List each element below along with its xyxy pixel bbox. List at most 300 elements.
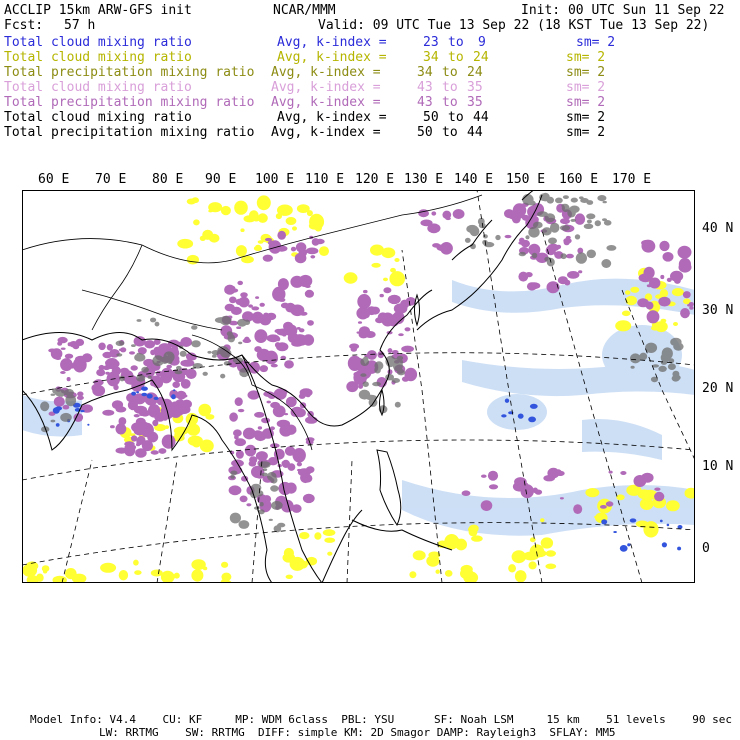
cloud-gray-blob [227,331,233,336]
fcst-value: 57 h [64,18,96,33]
cloud-yellow-blob [389,271,405,286]
cloud-gray-blob [64,389,74,396]
precip-blob [358,321,362,324]
cloud-gray-blob [547,197,554,204]
cloud-blue-blob [662,542,667,547]
lon-label: 160 E [559,172,599,187]
cloud-yellow-blob [381,248,395,259]
cloud-gray-blob [658,366,666,372]
cloud-gray-blob [59,392,64,397]
precip-blob [291,247,296,252]
precip-blob [405,368,418,381]
precip-blob [102,410,114,416]
cloud-yellow-blob [532,550,546,558]
cloud-gray-blob [269,519,273,521]
precip-blob [519,238,525,243]
precip-blob [560,497,564,499]
cloud-gray-blob [372,382,381,386]
precip-blob [249,456,257,463]
cloud-gray-blob [254,490,263,497]
precip-blob [235,397,243,406]
cloud-gray-blob [525,235,529,239]
precip-blob [236,326,241,329]
precip-blob [258,426,262,429]
precip-blob [295,253,307,263]
cloud-yellow-blob [666,500,680,511]
cloud-gray-blob [360,358,369,366]
cloud-blue-blob [613,531,617,533]
cloud-gray-blob [674,375,681,380]
cloud-gray-blob [51,420,56,423]
precip-blob [251,306,259,310]
field-k-to: 9 [478,35,486,50]
lat-label: 10 N [702,459,734,474]
cloud-yellow-blob [240,228,244,232]
field-k-to: 24 [467,65,483,80]
cloud-gray-blob [586,200,593,205]
lon-label: 140 E [454,172,494,187]
precip-blob [67,377,71,381]
precip-blob [513,482,526,492]
precip-blob [263,313,269,317]
field-name: Total precipitation mixing ratio [4,65,255,80]
precip-blob [307,320,314,326]
precip-blob [279,288,285,291]
precip-blob [254,346,262,352]
cloud-yellow-blob [324,538,335,543]
cloud-blue-blob [87,424,89,426]
field-name: Total cloud mixing ratio [4,35,192,50]
field-k-from: 34 [417,65,433,80]
precip-blob [180,360,194,367]
precip-blob [273,405,286,417]
map-panel [22,190,695,583]
cloud-yellow-blob [449,538,460,544]
precip-blob [297,462,302,466]
precip-blob [567,271,579,279]
cloud-yellow-blob [530,537,536,542]
field-name: Total precipitation mixing ratio [4,95,255,110]
cloud-gray-blob [51,394,56,396]
cloud-yellow-blob [383,278,388,282]
cloud-gray-blob [589,250,595,255]
precip-blob [260,365,268,372]
lon-label: 120 E [355,172,395,187]
precip-blob [276,337,280,342]
cloud-blue-blob [171,394,176,399]
precip-blob [654,488,660,491]
field-k-to-word: to [442,80,458,95]
cloud-gray-blob [374,361,383,370]
cloud-gray-blob [212,355,217,358]
cloud-yellow-blob [36,574,44,582]
cloud-gray-blob [561,253,567,259]
precip-blob [144,340,155,348]
precip-blob [462,490,471,496]
precip-blob [394,303,408,313]
precip-blob [285,325,297,337]
precip-blob [229,297,237,304]
precip-blob [431,211,436,215]
cloud-gray-blob [239,520,250,529]
precip-blob [388,316,399,326]
precip-blob [600,505,607,509]
cloud-gray-blob [65,394,76,406]
cloud-yellow-blob [283,553,296,563]
precip-blob [253,430,263,438]
precip-blob [547,244,559,252]
precip-blob [644,267,655,279]
precip-blob [177,405,191,414]
cloud-blue-blob [505,399,509,403]
precip-blob [60,371,66,374]
field-sm: sm= 2 [566,95,606,110]
cloud-yellow-blob [187,199,196,205]
precip-blob [291,407,304,417]
precip-blob [162,435,176,449]
precip-blob [297,469,301,471]
cloud-yellow-blob [299,532,309,539]
cloud-gray-blob [148,376,152,379]
precip-blob [246,503,251,506]
precip-blob [182,394,188,397]
precip-blob [152,420,158,426]
cloud-gray-blob [587,220,592,224]
cloud-gray-blob [606,245,616,251]
precip-blob [54,397,65,407]
lat-label: 0 [702,541,710,556]
cloud-yellow-blob [471,535,483,541]
precip-blob [238,297,249,308]
field-sm: sm= 2 [566,125,606,140]
precip-blob [670,271,683,282]
cloud-gray-blob [176,366,182,370]
precip-blob [299,451,305,456]
lon-label: 170 E [612,172,652,187]
cloud-blue-blob [136,391,139,393]
cloud-gray-blob [603,201,607,203]
cloud-gray-blob [562,204,570,212]
precip-blob [634,475,647,487]
precip-blob [82,353,92,362]
field-k-to: 35 [467,80,483,95]
field-k-from: 34 [423,50,439,65]
field-k-to: 44 [467,125,483,140]
precip-blob [445,217,451,220]
cloud-yellow-blob [221,206,231,215]
init-time: Init: 00 UTC Sun 11 Sep 22 [521,3,725,18]
cloud-gray-blob [576,252,587,263]
field-k-to-word: to [448,50,464,65]
cloud-gray-blob [237,319,247,327]
field-k-to-word: to [448,110,464,125]
cloud-yellow-blob [391,268,396,270]
cloud-yellow-blob [298,561,308,569]
cloud-gray-blob [60,413,72,422]
field-k-from: 43 [417,95,433,110]
cloud-yellow-blob [315,224,322,232]
cloud-gray-blob [167,358,173,364]
precip-blob [77,392,83,397]
lat-label: 20 N [702,381,734,396]
cloud-blue-blob [630,518,637,522]
cloud-yellow-blob [191,559,205,570]
precip-blob [606,501,614,506]
precip-blob [518,272,528,282]
cloud-yellow-blob [185,243,193,247]
precip-blob [60,358,73,371]
cloud-gray-blob [180,351,187,357]
cloud-gray-blob [238,342,242,345]
precip-blob [292,504,302,513]
cloud-yellow-blob [640,498,654,510]
precip-blob [186,369,197,379]
precip-blob [229,412,238,421]
precip-blob [310,255,315,258]
lat-label: 30 N [702,303,734,318]
cloud-gray-blob [131,344,136,347]
cloud-gray-blob [571,198,578,203]
cloud-yellow-blob [323,529,336,536]
lon-label: 130 E [404,172,444,187]
precip-blob [401,346,414,353]
cloud-yellow-blob [208,210,212,213]
cloud-yellow-blob [258,213,268,223]
cloud-yellow-blob [22,564,37,577]
cloud-gray-blob [220,374,225,379]
cloud-blue-blob [518,414,524,419]
cloud-gray-blob [224,361,231,366]
precip-blob [240,496,248,503]
precip-blob [265,238,272,241]
cloud-blue-blob [147,394,153,399]
cloud-yellow-blob [344,272,358,283]
cloud-gray-blob [392,358,404,366]
precip-blob [103,366,111,371]
cloud-yellow-blob [133,560,139,566]
cloud-yellow-blob [469,525,479,532]
cloud-yellow-blob [193,219,200,225]
precip-blob [658,297,670,307]
precip-blob [245,445,256,457]
cloud-gray-blob [483,234,488,238]
field-avg-label: Avg, k-index = [277,110,387,125]
cloud-gray-blob [519,252,526,256]
field-name: Total cloud mixing ratio [4,50,192,65]
cloud-yellow-blob [625,290,630,295]
precip-blob [255,296,259,299]
precip-blob [221,329,225,332]
lon-label: 90 E [205,172,237,187]
precip-blob [131,435,137,441]
cloud-blue-blob [154,397,159,400]
precip-blob [609,471,613,474]
cloud-gray-blob [141,367,149,373]
precip-blob [238,409,244,412]
lon-label: 110 E [305,172,345,187]
precip-blob [131,365,138,370]
precip-blob [240,292,248,297]
cloud-gray-blob [137,319,142,322]
cloud-yellow-blob [541,537,553,548]
cloud-yellow-blob [42,565,50,572]
cloud-blue-blob [528,417,536,423]
cloud-yellow-blob [236,245,247,257]
precip-blob [558,276,568,284]
precip-blob [158,448,166,454]
precip-blob [380,294,384,297]
cloud-yellow-blob [515,570,527,582]
precip-blob [281,303,289,309]
cloud-yellow-blob [200,440,214,453]
cloud-gray-blob [495,235,500,240]
lon-label: 100 E [255,172,295,187]
cloud-yellow-blob [622,311,631,317]
cloud-yellow-blob [257,195,271,210]
cloud-gray-blob [360,373,366,377]
precip-blob [687,304,692,307]
precip-blob [119,349,124,352]
precip-blob [573,504,582,514]
precip-blob [420,220,432,227]
precip-blob [160,371,172,383]
cloud-gray-blob [661,361,667,365]
precip-blob [147,432,158,443]
precip-blob [234,438,246,446]
plot-title: ACCLIP 15km ARW-GFS init [4,3,192,18]
field-sm: sm= 2 [566,65,606,80]
precip-blob [349,343,359,349]
precip-blob [252,312,264,324]
model-physics: LW: RRTMG SW: RRTMG DIFF: simple KM: 2D Smagor DAMP: Rayleigh3 SFLAY: MM5 [99,726,616,739]
cloud-gray-blob [270,485,278,491]
precip-blob [680,308,690,318]
precip-blob [505,235,512,238]
precip-blob [263,255,273,262]
precip-blob [378,351,385,358]
cloud-yellow-blob [254,246,262,251]
cloud-yellow-blob [174,573,180,579]
precip-blob [620,471,626,475]
field-k-to: 35 [467,95,483,110]
field-sm: sm= 2 [576,35,616,50]
cloud-blue-blob [141,393,147,397]
precip-blob [481,475,487,478]
cloud-yellow-blob [651,326,659,331]
precip-blob [260,303,265,307]
precip-blob [489,484,498,489]
precip-blob [254,412,264,418]
cloud-gray-blob [630,353,641,363]
precip-blob [278,389,288,395]
precip-blob [261,418,270,424]
cloud-yellow-blob [119,570,128,580]
cloud-yellow-blob [445,570,453,577]
cloud-gray-blob [392,378,400,383]
cloud-gray-blob [40,401,49,411]
cloud-blue-blob [55,406,62,410]
cloud-gray-blob [359,390,370,400]
precip-blob [418,209,429,217]
cloud-yellow-blob [673,322,678,326]
precip-blob [277,231,286,240]
field-name: Total cloud mixing ratio [4,110,192,125]
precip-blob [535,490,542,495]
cloud-yellow-blob [277,205,293,216]
precip-blob [667,278,672,282]
cloud-yellow-blob [508,564,516,572]
cloud-gray-blob [271,476,278,483]
cloud-gray-blob [277,523,285,528]
precip-blob [227,287,231,291]
precip-blob [654,492,664,502]
field-sm: sm= 2 [566,80,606,95]
precip-blob [102,352,112,358]
precip-blob [116,406,127,412]
cloud-gray-blob [595,220,601,226]
cloud-yellow-blob [660,289,668,297]
cloud-yellow-blob [512,550,526,563]
precip-blob [566,254,574,259]
precip-blob [305,290,314,298]
precip-blob [107,344,113,351]
cloud-yellow-blob [191,569,203,581]
precip-blob [290,486,295,490]
cloud-yellow-blob [327,552,332,556]
cloud-yellow-blob [630,287,639,293]
cloud-gray-blob [363,381,369,387]
cloud-gray-blob [262,473,268,477]
cloud-gray-blob [191,340,201,347]
cloud-gray-blob [175,370,183,374]
precip-blob [237,281,243,285]
precip-blob [299,394,306,399]
light-blue-streak [487,394,547,430]
cloud-yellow-blob [65,568,77,579]
precip-blob [363,290,368,293]
fcst-label: Fcst: [4,18,44,33]
field-k-from: 23 [423,35,439,50]
precip-blob [256,451,268,461]
cloud-yellow-blob [234,201,248,215]
cloud-gray-blob [207,351,211,354]
precip-blob [406,297,416,306]
cloud-gray-blob [191,325,197,330]
precip-blob [129,351,135,354]
precip-blob [437,244,451,251]
cloud-yellow-blob [134,570,141,575]
cloud-blue-blob [80,410,84,412]
precip-blob [112,366,121,375]
precip-blob [263,495,272,503]
precip-blob [98,343,105,351]
precip-blob [383,287,391,293]
center-label: NCAR/MMM [273,3,336,18]
cloud-gray-blob [259,461,271,468]
precip-blob [236,450,244,459]
precip-blob [288,463,296,471]
cloud-gray-blob [579,196,584,199]
cloud-gray-blob [604,220,612,226]
cloud-yellow-blob [615,320,631,331]
precip-blob [63,405,70,410]
cloud-gray-blob [155,322,160,327]
precip-blob [172,381,180,388]
precip-blob [453,209,465,219]
cloud-yellow-blob [616,494,624,500]
cloud-yellow-blob [286,575,293,579]
precip-blob [284,360,294,368]
